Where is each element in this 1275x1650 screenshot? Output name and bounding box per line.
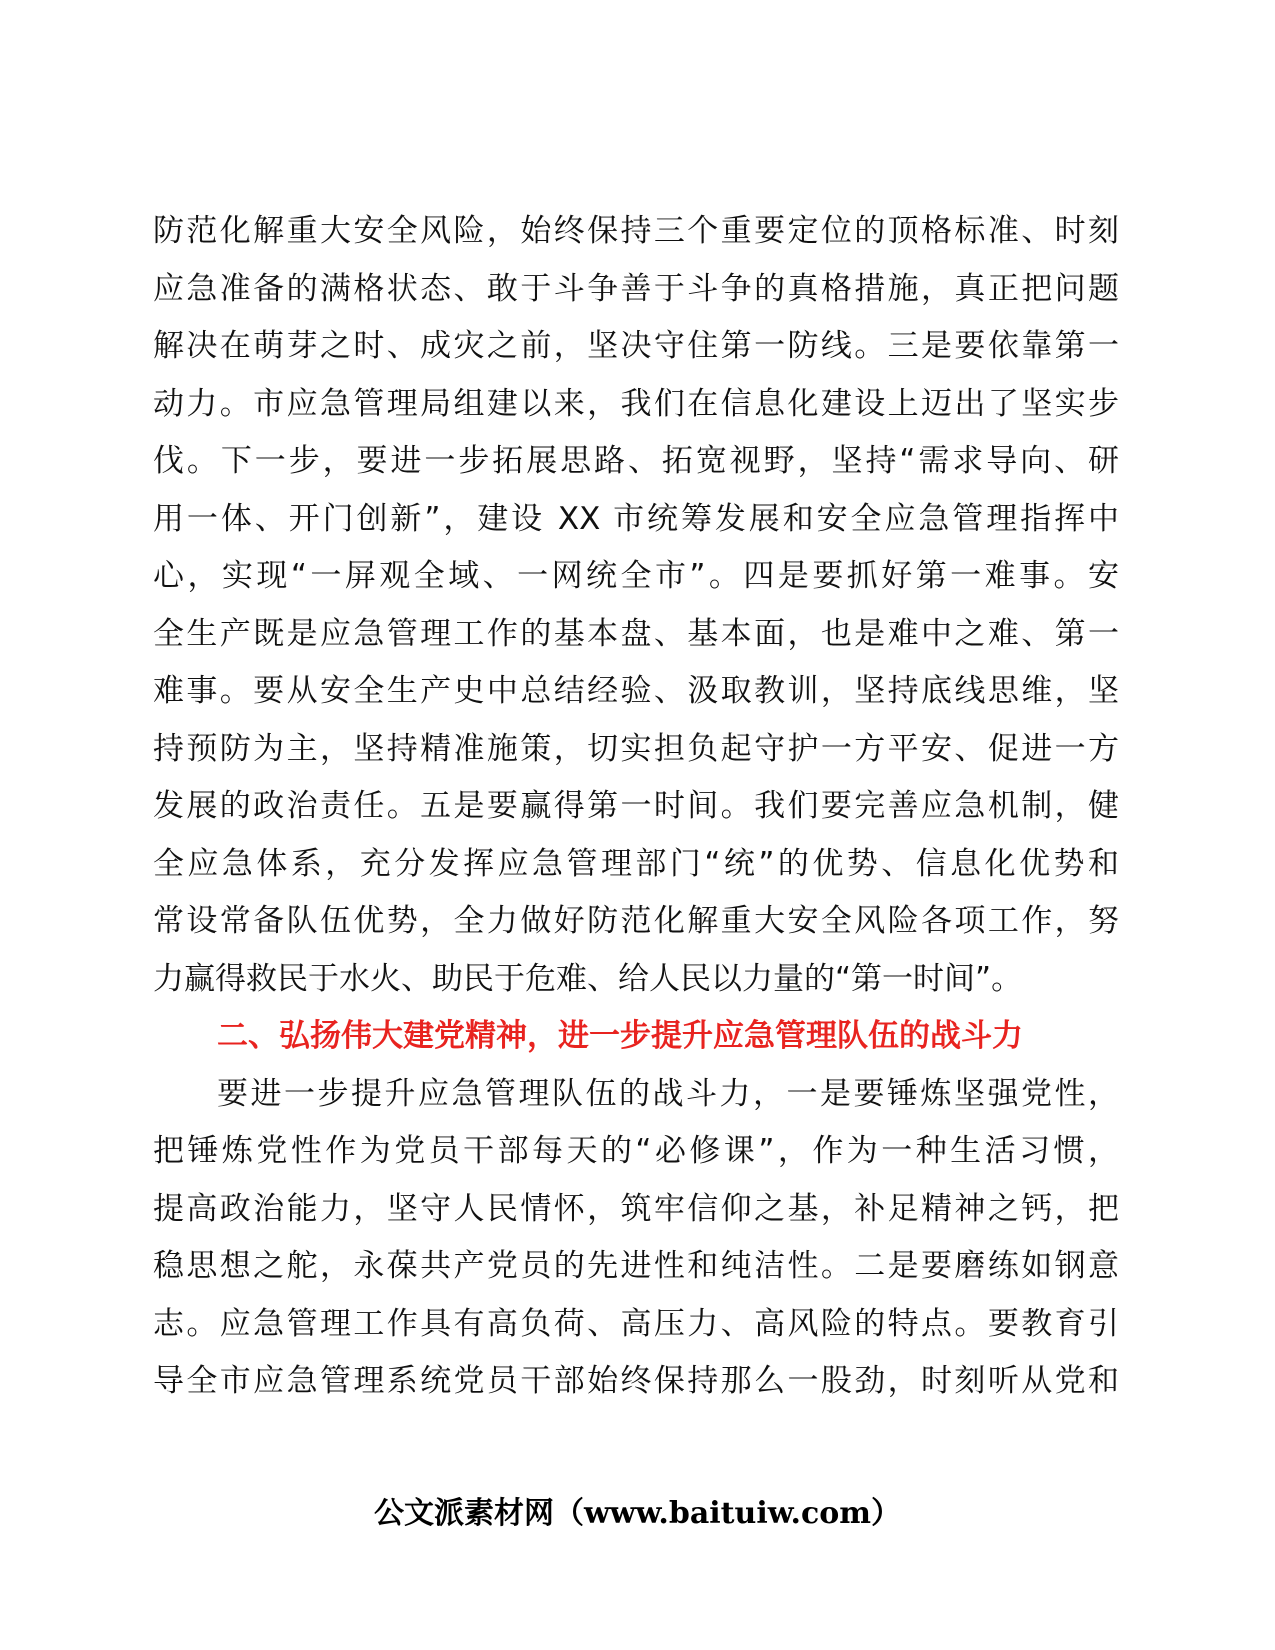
- body-line: 用一体、开门创新”，建设 XX 市统筹发展和安全应急管理指挥中: [153, 500, 1119, 537]
- body-line: 稳思想之舵，永葆共产党员的先进性和纯洁性。二是要磨练如钢意: [153, 1248, 1119, 1284]
- body-line: 发展的政治责任。五是要赢得第一时间。我们要完善应急机制，健: [153, 788, 1119, 824]
- body-line: 全生产既是应急管理工作的基本盘、基本面，也是难中之难、第一: [153, 615, 1119, 652]
- body-line: 常设常备队伍优势，全力做好防范化解重大安全风险各项工作，努: [153, 903, 1119, 939]
- body-line: 志。应急管理工作具有高负荷、高压力、高风险的特点。要教育引: [153, 1305, 1119, 1342]
- body-line: 应急准备的满格状态、敢于斗争善于斗争的真格措施，真正把问题: [153, 270, 1119, 307]
- body-line: 提高政治能力，坚守人民情怀，筑牢信仰之基，补足精神之钙，把: [153, 1190, 1119, 1227]
- section-heading: 二、弘扬伟大建党精神，进一步提升应急管理队伍的战斗力: [217, 1018, 1023, 1054]
- body-line: 解决在萌芽之时、成灾之前，坚决守住第一防线。三是要依靠第一: [153, 328, 1119, 364]
- body-line: 把锤炼党性作为党员干部每天的“必修课”，作为一种生活习惯，: [153, 1133, 1119, 1169]
- body-line: 要进一步提升应急管理队伍的战斗力，一是要锤炼坚强党性，: [217, 1075, 1119, 1112]
- body-line: 全应急体系，充分发挥应急管理部门“统”的优势、信息化优势和: [153, 845, 1119, 882]
- document-body: [153, 203, 1119, 1411]
- body-line: 导全市应急管理系统党员干部始终保持那么一股劲，时刻听从党和: [153, 1363, 1119, 1399]
- body-line: 防范化解重大安全风险，始终保持三个重要定位的顶格标准、时刻: [153, 213, 1119, 249]
- page-footer: 公文派素材网（www.baituiw.com）: [373, 1496, 902, 1531]
- body-line: 难事。要从安全生产史中总结经验、汲取教训，坚持底线思维，坚: [153, 673, 1119, 709]
- body-line: 心，实现“一屏观全域、一网统全市”。四是要抓好第一难事。安: [153, 558, 1119, 594]
- body-line: 力赢得救民于水火、助民于危难、给人民以力量的“第一时间”。: [153, 960, 1023, 997]
- body-line: 动力。市应急管理局组建以来，我们在信息化建设上迈出了坚实步: [153, 385, 1119, 422]
- body-line: 持预防为主，坚持精准施策，切实担负起守护一方平安、促进一方: [153, 730, 1119, 767]
- body-line: 伐。下一步，要进一步拓展思路、拓宽视野，坚持“需求导向、研: [153, 443, 1119, 479]
